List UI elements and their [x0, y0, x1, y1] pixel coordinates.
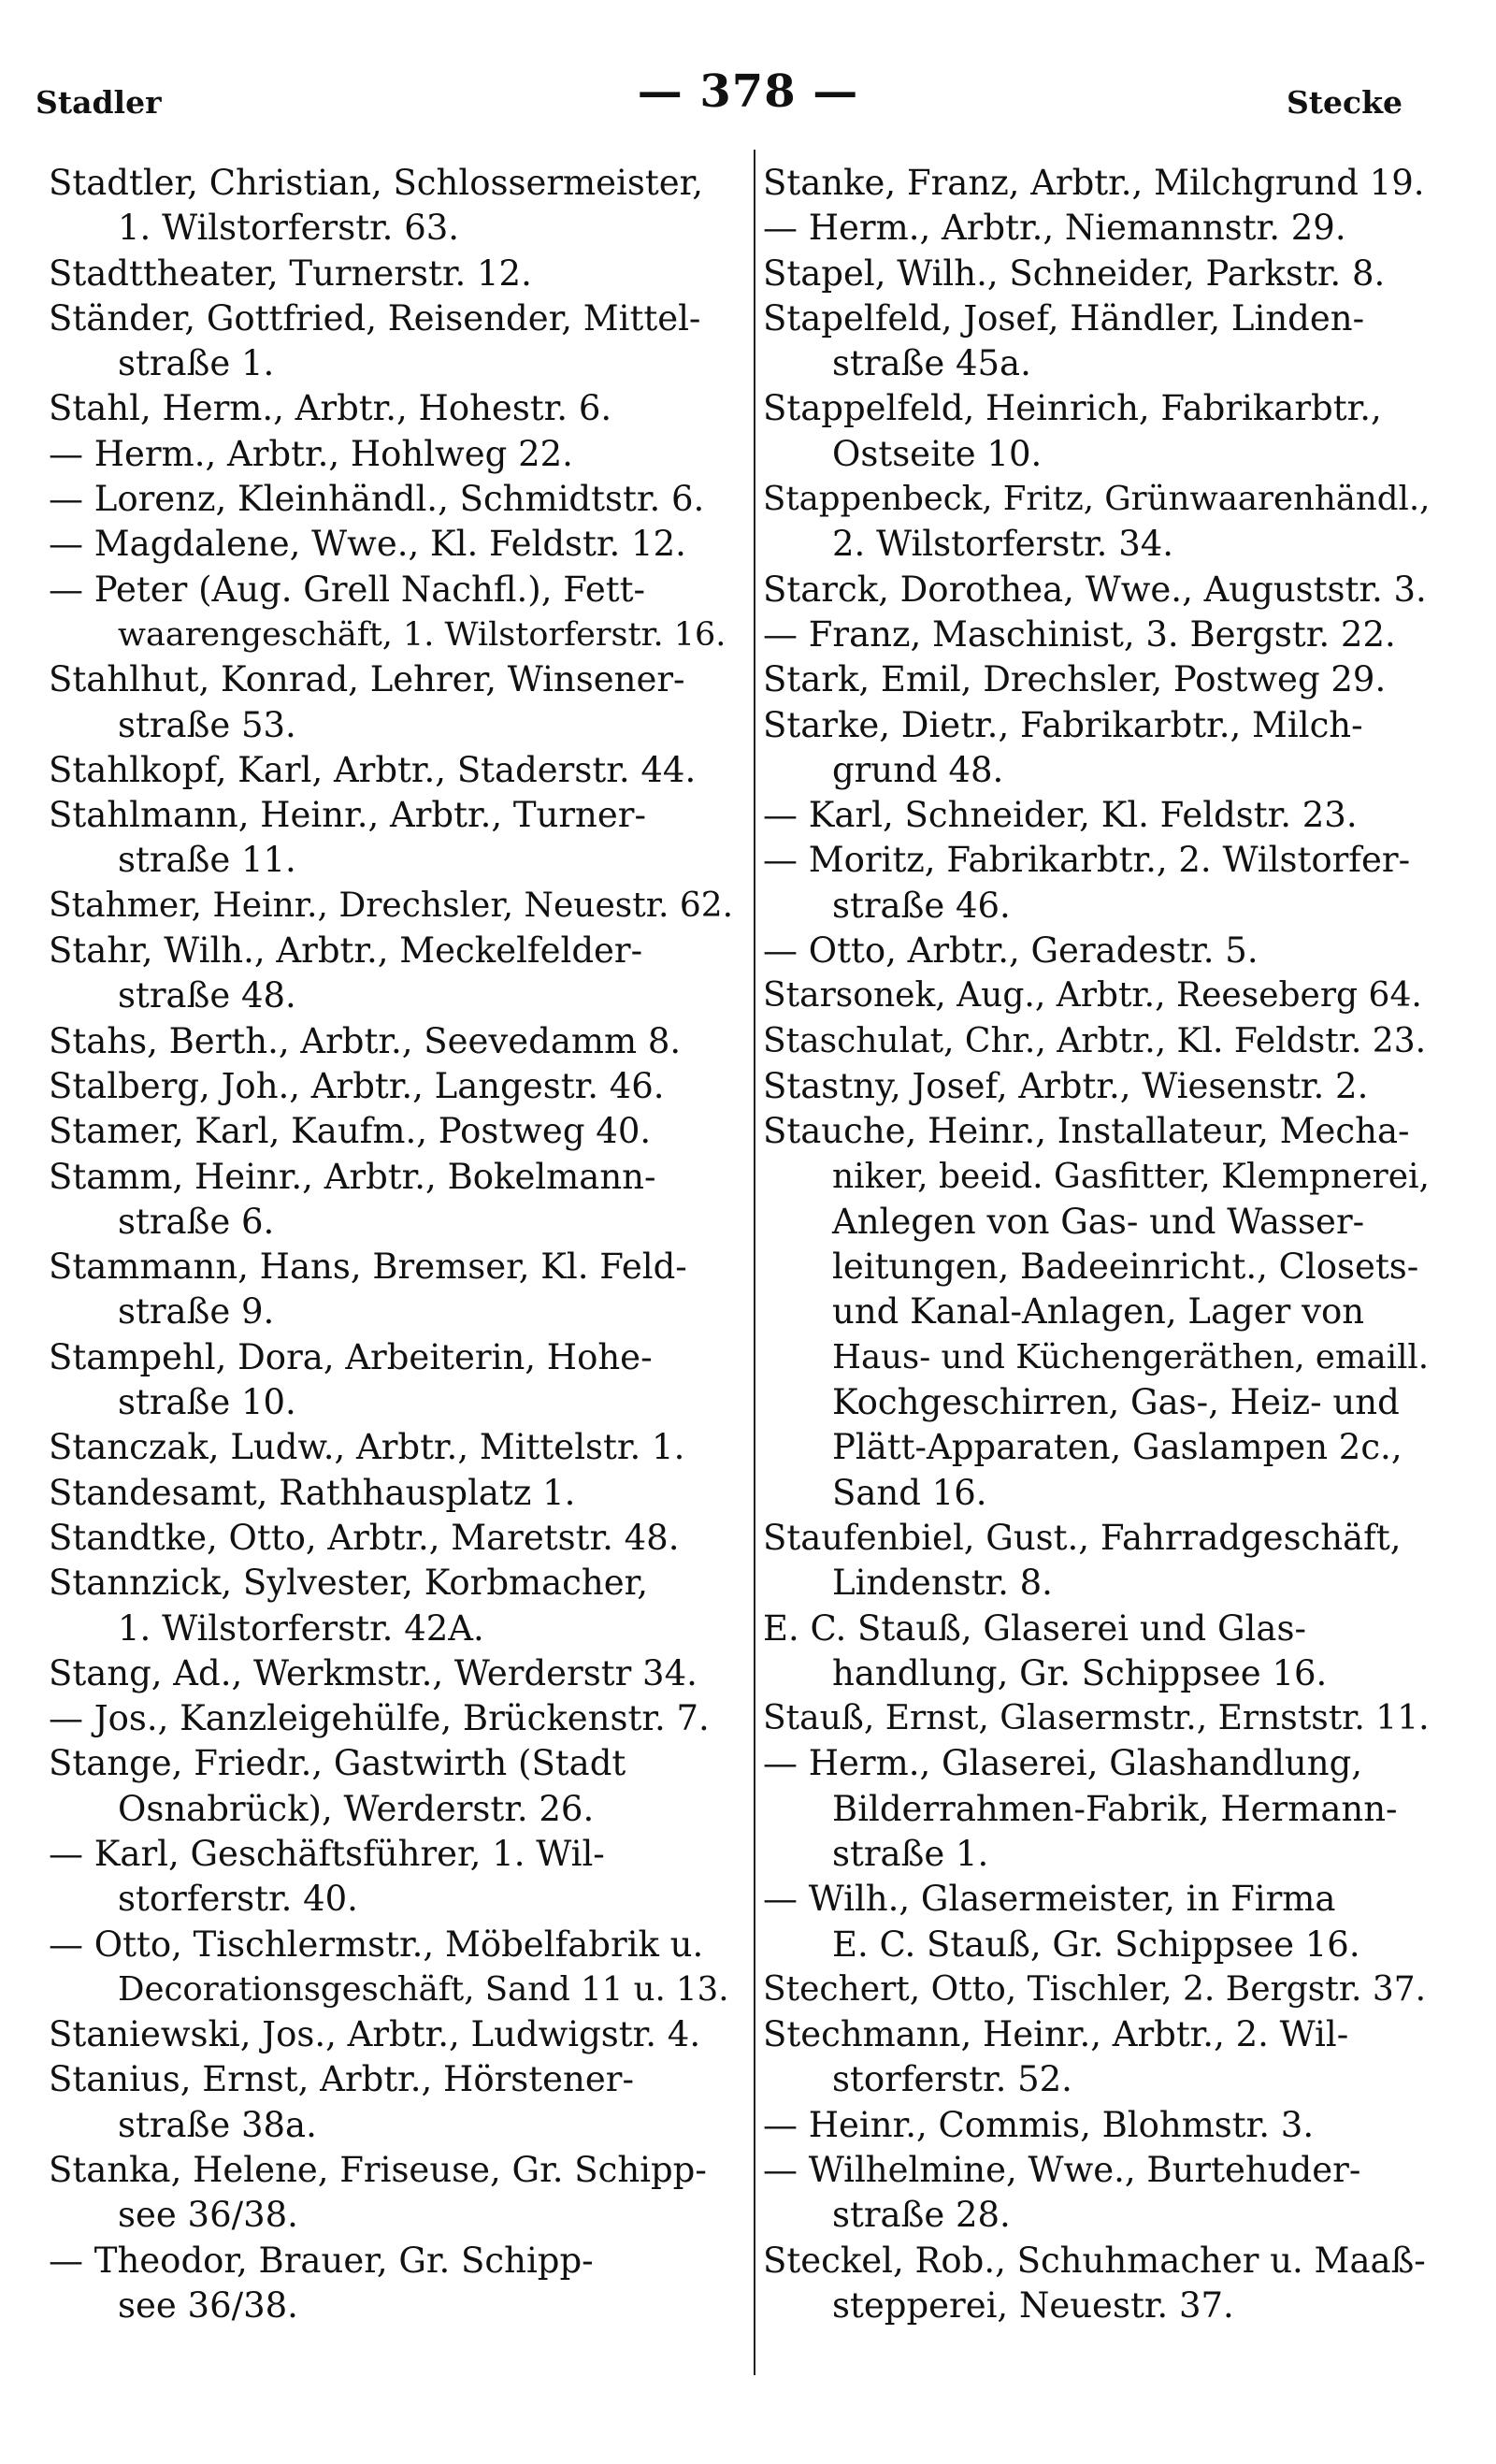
entry-line: Stamm, Heinr., Arbtr., Bokelmann- [49, 1156, 656, 1197]
entry-continuation-line: Kochgeschirren, Gas-, Heiz- und [832, 1382, 1400, 1423]
directory-entry [763, 568, 1431, 612]
right-column [763, 161, 1431, 2328]
entry-line: Standesamt, Rathhausplatz 1. [49, 1472, 576, 1513]
directory-entry [763, 2103, 1431, 2148]
entry-line: — Karl, Geschäftsführer, 1. Wil- [49, 1833, 605, 1874]
entry-continuation-line: Sand 16. [832, 1472, 987, 1513]
entry-line: Starsonek, Aug., Arbtr., Reeseberg 64. [763, 976, 1422, 1016]
left-column [49, 161, 733, 2328]
directory-entry [763, 2148, 1431, 2239]
directory-entry [49, 1019, 733, 1064]
entry-continuation-line: niker, beeid. Gasfitter, Klempnerei, [832, 1157, 1430, 1196]
directory-entry [49, 1064, 733, 1109]
directory-entry [49, 2057, 733, 2148]
entry-continuation-line: straße 1. [118, 343, 275, 384]
entry-line: — Herm., Arbtr., Niemannstr. 29. [763, 208, 1346, 249]
directory-entry [49, 929, 733, 1019]
entry-line: Stahlkopf, Karl, Arbtr., Staderstr. 44. [49, 749, 697, 790]
directory-entry [49, 748, 733, 793]
entry-line: Stechmann, Heinr., Arbtr., 2. Wil- [763, 2014, 1349, 2055]
entry-line: Stapelfeld, Josef, Händler, Linden- [763, 297, 1365, 339]
entry-line: Stampehl, Dora, Arbeiterin, Hohe- [49, 1336, 653, 1377]
entry-line: Stannzick, Sylvester, Korbmacher, [49, 1563, 648, 1604]
directory-entry [763, 612, 1431, 657]
entry-continuation-line: Osnabrück), Werderstr. 26. [118, 1788, 595, 1829]
entry-line: Stammann, Hans, Bremser, Kl. Feld- [49, 1246, 687, 1288]
page-header [0, 65, 1496, 122]
entry-line: Stauß, Ernst, Glasermstr., Ernststr. 11. [763, 1699, 1430, 1738]
entry-continuation-line: straße 28. [832, 2195, 1011, 2236]
entry-line: Stahl, Herm., Arbtr., Hohestr. 6. [49, 388, 612, 429]
entry-continuation-line: Haus- und Küchengeräthen, emaill. [832, 1337, 1430, 1376]
entry-line: Stappenbeck, Fritz, Grünwaarenhändl., [763, 480, 1431, 519]
entry-line: — Wilh., Glasermeister, in Firma [763, 1879, 1336, 1920]
entry-line: — Jos., Kanzleigehülfe, Brückenstr. 7. [49, 1698, 710, 1739]
entry-line: — Herm., Arbtr., Hohlweg 22. [49, 433, 573, 474]
directory-entry [763, 1607, 1431, 1697]
directory-entry [49, 1741, 733, 1832]
entry-line: Stastny, Josef, Arbtr., Wiesenstr. 2. [763, 1065, 1369, 1106]
entry-line: Stappelfeld, Heinrich, Fabrikarbtr., [763, 388, 1382, 429]
page-number: — 378 — [637, 65, 859, 118]
entry-continuation-line: straße 46. [832, 885, 1011, 926]
directory-entry [763, 1741, 1431, 1877]
entry-line: Stechert, Otto, Tischler, 2. Bergstr. 37. [763, 1969, 1427, 2009]
directory-entry [763, 838, 1431, 929]
directory-entry [49, 2148, 733, 2239]
entry-continuation-line: straße 10. [118, 1382, 296, 1423]
directory-entry [763, 793, 1431, 838]
entry-continuation-line: handlung, Gr. Schippsee 16. [832, 1652, 1328, 1693]
entry-continuation-line: waarengeschäft, 1. Wilstorferstr. 16. [118, 615, 726, 654]
entry-line: Stange, Friedr., Gastwirth (Stadt [49, 1743, 626, 1784]
entry-line: Stahr, Wilh., Arbtr., Meckelfelder- [49, 930, 643, 972]
directory-entry [763, 1109, 1431, 1516]
directory-entry [49, 1335, 733, 1426]
directory-entry [763, 657, 1431, 702]
entry-line: Stanczak, Ludw., Arbtr., Mittelstr. 1. [49, 1427, 685, 1468]
directory-entry [49, 477, 733, 522]
directory-entry [763, 296, 1431, 387]
entry-continuation-line: leitungen, Badeeinricht., Closets- [832, 1246, 1419, 1288]
entry-line: Steckel, Rob., Schuhmacher u. Maaß- [763, 2240, 1426, 2281]
header-right-keyword: Stecke [1286, 84, 1402, 121]
directory-entry [763, 1516, 1431, 1607]
entry-line: Stahs, Berth., Arbtr., Seevedamm 8. [49, 1020, 682, 1061]
directory-entry [763, 2239, 1431, 2329]
entry-continuation-line: Decorationsgeschäft, Sand 11 u. 13. [118, 1969, 729, 2009]
entry-line: — Magdalene, Wwe., Kl. Feldstr. 12. [49, 524, 686, 565]
entry-line: Standtke, Otto, Arbtr., Maretstr. 48. [49, 1517, 680, 1558]
entry-line: — Moritz, Fabrikarbtr., 2. Wilstorfer- [763, 840, 1411, 881]
entry-line: Stahlhut, Konrad, Lehrer, Winsener- [49, 659, 685, 700]
entry-line: Stapel, Wilh., Schneider, Parkstr. 8. [763, 252, 1386, 294]
entry-line: Stahlmann, Heinr., Arbtr., Turner- [49, 795, 646, 836]
directory-entry [763, 703, 1431, 794]
directory-entry [763, 1696, 1431, 1741]
entry-line: — Karl, Schneider, Kl. Feldstr. 23. [763, 795, 1358, 836]
entry-line: Staschulat, Chr., Arbtr., Kl. Feldstr. 23. [763, 1021, 1427, 1060]
directory-entry [49, 432, 733, 477]
entry-line: Staniewski, Jos., Arbtr., Ludwigstr. 4. [49, 2014, 701, 2055]
entry-continuation-line: Lindenstr. 8. [832, 1563, 1053, 1604]
entry-line: Stanius, Ernst, Arbtr., Hörstener- [49, 2059, 634, 2100]
entry-line: E. C. Stauß, Glaserei und Glas- [763, 1607, 1306, 1649]
entry-continuation-line: Bilderrahmen-Fabrik, Hermann- [832, 1788, 1398, 1829]
directory-entry [763, 1064, 1431, 1109]
entry-line: — Lorenz, Kleinhändl., Schmidtstr. 6. [49, 479, 705, 520]
directory-entry [763, 386, 1431, 477]
directory-entry [763, 161, 1431, 206]
directory-entry [763, 973, 1431, 1018]
entry-line: — Wilhelmine, Wwe., Burtehuder- [763, 2150, 1361, 2191]
entry-continuation-line: Plätt-Apparaten, Gaslampen 2c., [832, 1427, 1402, 1468]
directory-entry [763, 1967, 1431, 2012]
entry-line: — Franz, Maschinist, 3. Bergstr. 22. [763, 613, 1396, 655]
entry-line: — Otto, Tischlermstr., Möbelfabrik u. [49, 1924, 704, 1965]
entry-line: Ständer, Gottfried, Reisender, Mittel- [49, 297, 701, 339]
entry-line: Stark, Emil, Drechsler, Postweg 29. [763, 659, 1387, 700]
directory-entry [763, 929, 1431, 973]
directory-entry [49, 793, 733, 884]
entry-continuation-line: 1. Wilstorferstr. 42A. [118, 1607, 484, 1649]
entry-continuation-line: storferstr. 52. [832, 2059, 1072, 2100]
entry-continuation-line: storferstr. 40. [118, 1879, 358, 1920]
entry-continuation-line: und Kanal-Anlagen, Lager von [832, 1291, 1365, 1333]
entry-line: Stang, Ad., Werkmstr., Werderstr 34. [49, 1652, 698, 1693]
directory-entry [763, 1019, 1431, 1064]
directory-entry [49, 1923, 733, 2013]
entry-line: — Theodor, Brauer, Gr. Schipp- [49, 2240, 594, 2281]
entry-line: Stadttheater, Turnerstr. 12. [49, 252, 532, 294]
directory-entry [49, 1651, 733, 1696]
entry-line: — Heinr., Commis, Blohmstr. 3. [763, 2104, 1315, 2145]
entry-continuation-line: straße 9. [118, 1291, 275, 1333]
directory-entry [49, 1696, 733, 1741]
directory-entry [49, 296, 733, 387]
directory-entry [49, 1561, 733, 1651]
entry-continuation-line: straße 53. [118, 704, 296, 745]
directory-entry [49, 386, 733, 431]
directory-entry [49, 1425, 733, 1470]
directory-entry [49, 568, 733, 658]
directory-entry [763, 2012, 1431, 2103]
directory-entry [49, 252, 733, 296]
directory-entry [49, 1155, 733, 1246]
entry-continuation-line: grund 48. [832, 749, 1004, 790]
entry-line: Stanka, Helene, Friseuse, Gr. Schipp- [49, 2150, 707, 2191]
entry-continuation-line: straße 48. [118, 975, 296, 1016]
entry-continuation-line: Anlegen von Gas- und Wasser- [832, 1201, 1365, 1242]
entry-continuation-line: see 36/38. [118, 2195, 298, 2236]
directory-entry [49, 884, 733, 929]
entry-line: Stanke, Franz, Arbtr., Milchgrund 19. [763, 163, 1425, 203]
directory-entry [49, 2239, 733, 2329]
directory-entry [763, 206, 1431, 251]
entry-line: Starck, Dorothea, Wwe., Auguststr. 3. [763, 569, 1427, 610]
directory-entry [763, 252, 1431, 296]
entry-continuation-line: straße 45a. [832, 343, 1031, 384]
directory-entry [49, 657, 733, 748]
directory-entry [49, 1516, 733, 1561]
entry-line: Staufenbiel, Gust., Fahrradgeschäft, [763, 1517, 1402, 1558]
entry-line: Stalberg, Joh., Arbtr., Langestr. 46. [49, 1065, 665, 1106]
entry-continuation-line: 1. Wilstorferstr. 63. [118, 208, 460, 249]
entry-continuation-line: stepperei, Neuestr. 37. [832, 2284, 1234, 2326]
directory-entry [49, 1109, 733, 1154]
directory-entry [49, 161, 733, 252]
entry-line: Stadtler, Christian, Schlossermeister, [49, 163, 703, 203]
column-divider [754, 150, 755, 2375]
header-left-keyword: Stadler [36, 84, 162, 121]
entry-continuation-line: E. C. Stauß, Gr. Schippsee 16. [832, 1924, 1360, 1965]
directory-entry [763, 1877, 1431, 1967]
directory-entry [49, 2012, 733, 2057]
entry-continuation-line: straße 6. [118, 1201, 275, 1242]
entry-continuation-line: see 36/38. [118, 2284, 298, 2326]
entry-line: — Otto, Arbtr., Geradestr. 5. [763, 930, 1259, 972]
entry-continuation-line: Ostseite 10. [832, 433, 1043, 474]
directory-entry [763, 477, 1431, 568]
entry-line: Starke, Dietr., Fabrikarbtr., Milch- [763, 704, 1363, 745]
entry-continuation-line: straße 38a. [118, 2104, 317, 2145]
directory-entry [49, 1832, 733, 1923]
entry-continuation-line: straße 11. [118, 840, 296, 881]
entry-line: Stauche, Heinr., Installateur, Mecha- [763, 1111, 1410, 1152]
directory-entry [49, 1471, 733, 1516]
directory-entry [49, 1245, 733, 1335]
entry-continuation-line: straße 1. [832, 1833, 989, 1874]
entry-line: Stahmer, Heinr., Drechsler, Neuestr. 62. [49, 886, 734, 925]
entry-line: Stamer, Karl, Kaufm., Postweg 40. [49, 1111, 652, 1152]
directory-entry [49, 522, 733, 567]
entry-line: — Herm., Glaserei, Glashandlung, [763, 1743, 1363, 1784]
entry-line: — Peter (Aug. Grell Nachfl.), Fett- [49, 569, 646, 610]
entry-continuation-line: 2. Wilstorferstr. 34. [832, 524, 1174, 565]
